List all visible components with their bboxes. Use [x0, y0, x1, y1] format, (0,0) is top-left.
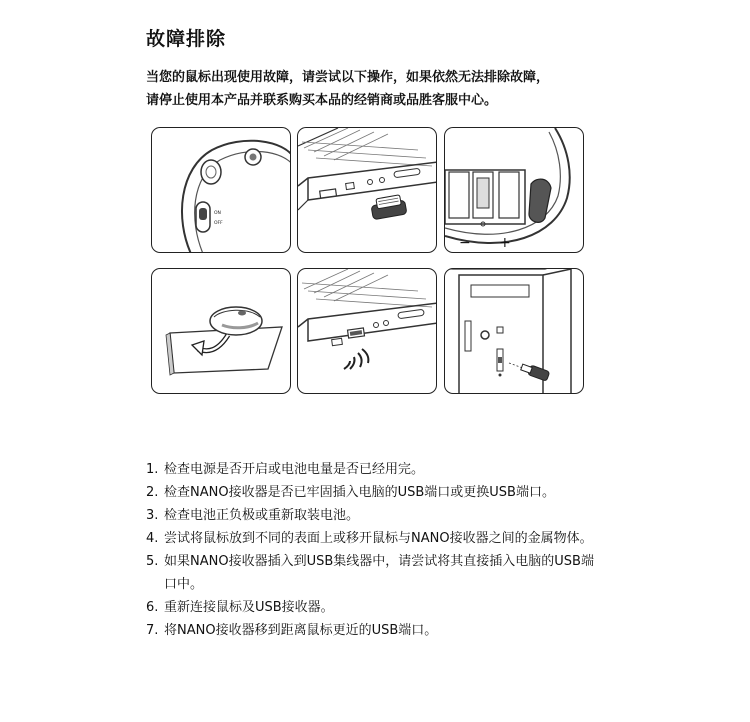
list-item [146, 458, 606, 481]
mouse-on-pad-illustration [152, 269, 290, 393]
step-number: 4. [146, 531, 159, 546]
step-text: 如果NANO接收器插入到USB集线器中，请尝试将其直接插入电脑的USB端口中。 [164, 554, 594, 592]
step-number: 5. [146, 554, 159, 569]
desktop-tower-illustration [445, 269, 583, 393]
intro-line-1: 当您的鼠标出现使用故障，请尝试以下操作，如果依然无法排除故障， [146, 70, 550, 85]
switch-off-label: OFF [214, 221, 223, 226]
list-item [146, 550, 606, 596]
step-text: 将NANO接收器移到距离鼠标更近的USB端口。 [164, 623, 438, 638]
mouse-bottom-illustration [152, 128, 290, 252]
step-number: 7. [146, 623, 159, 638]
figure-desktop-receiver [444, 268, 584, 394]
figure-battery-compartment [444, 127, 584, 253]
switch-on-label: ON [214, 211, 221, 216]
list-item [146, 619, 606, 642]
intro-paragraph [146, 66, 596, 112]
intro-line-2: 请停止使用本产品并联系购买本品的经销商或品胜客服中心。 [146, 93, 498, 108]
step-text: 检查NANO接收器是否已牢固插入电脑的USB端口或更换USB端口。 [164, 485, 555, 500]
figure-laptop-signal [297, 268, 437, 394]
battery-minus-label: − [459, 235, 471, 251]
laptop-usb-illustration [298, 128, 436, 252]
step-number: 2. [146, 485, 159, 500]
step-text: 检查电源是否开启或电池电量是否已经用完。 [164, 462, 425, 477]
step-number: 1. [146, 462, 159, 477]
list-item [146, 504, 606, 527]
battery-illustration [445, 128, 583, 252]
laptop-signal-illustration [298, 269, 436, 393]
page-title: 故障排除 [146, 28, 227, 50]
step-number: 6. [146, 600, 159, 615]
list-item [146, 527, 606, 550]
list-item [146, 481, 606, 504]
step-text: 尝试将鼠标放到不同的表面上或移开鼠标与NANO接收器之间的金属物体。 [164, 531, 593, 546]
list-item [146, 596, 606, 619]
troubleshooting-steps [146, 458, 606, 642]
step-text: 检查电池正负极或重新取装电池。 [164, 508, 360, 523]
step-number: 3. [146, 508, 159, 523]
battery-plus-label: + [499, 235, 511, 251]
step-text: 重新连接鼠标及USB接收器。 [164, 600, 334, 615]
figure-laptop-receiver [297, 127, 437, 253]
figure-mouse-bottom-switch [151, 127, 291, 253]
figure-mouse-surface [151, 268, 291, 394]
